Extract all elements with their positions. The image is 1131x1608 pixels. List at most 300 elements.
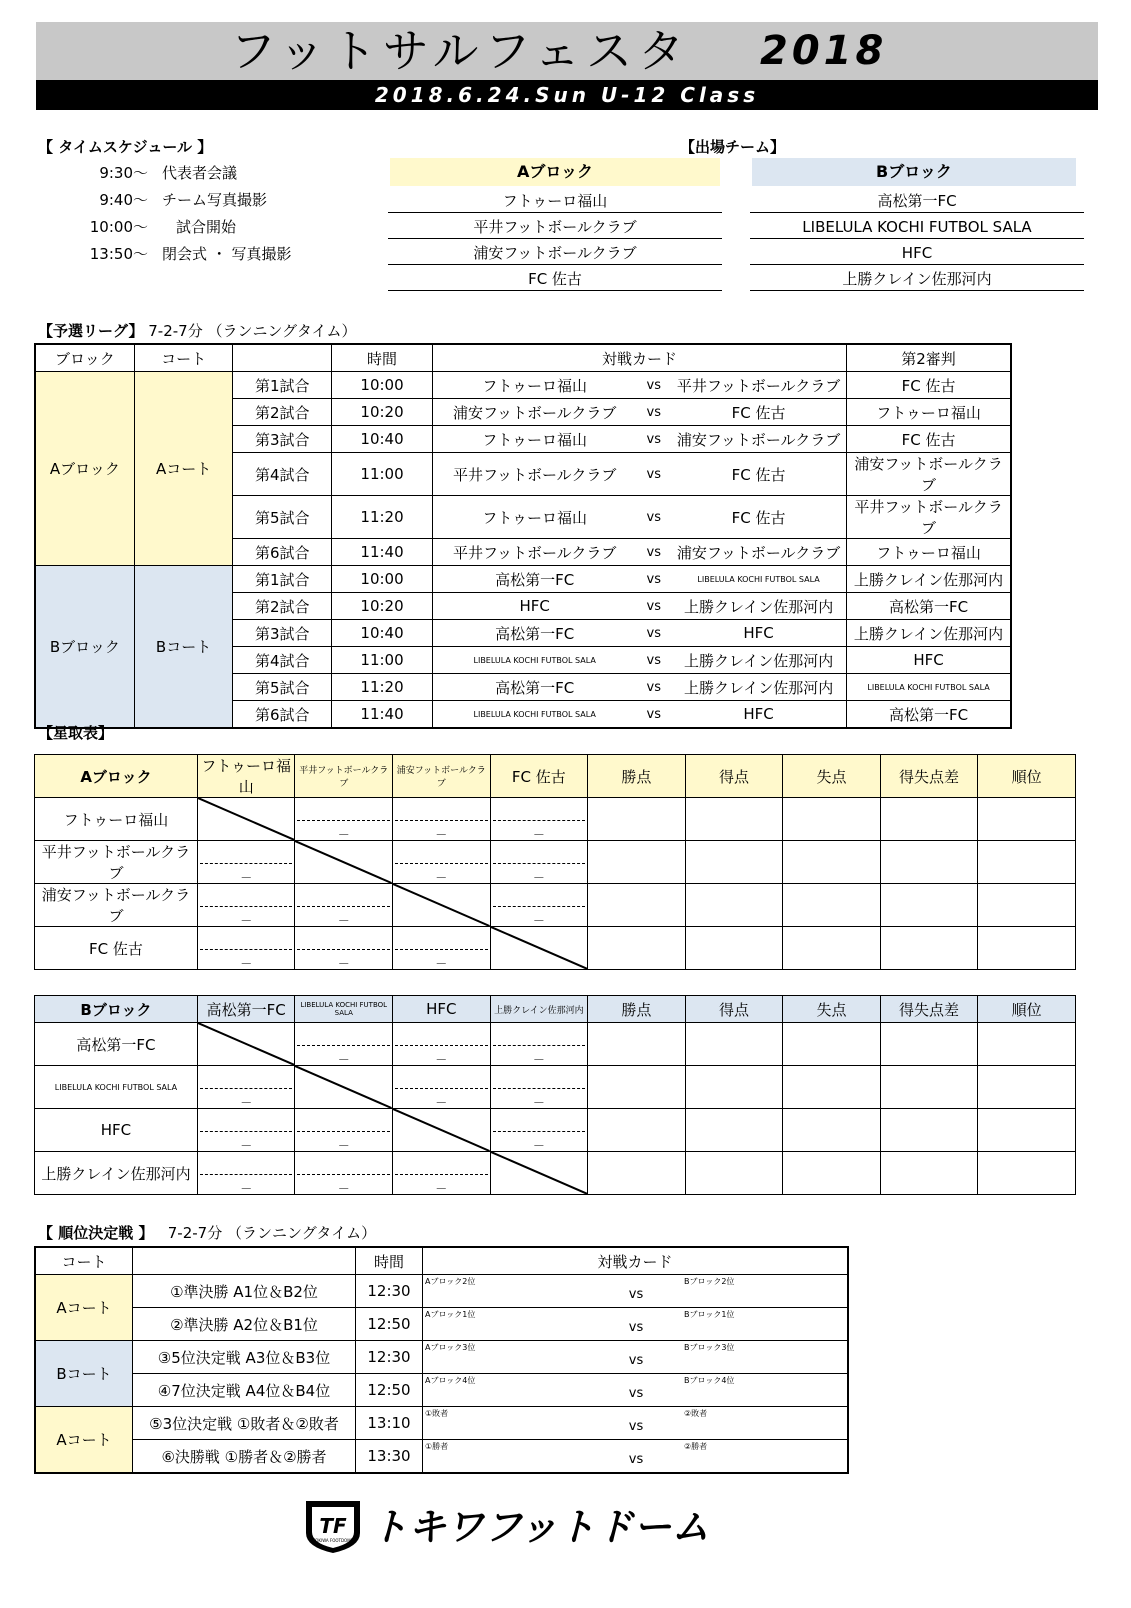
schedule-event: チーム写真撮影 (162, 191, 268, 209)
score-minus: － (337, 828, 350, 842)
league-ref-cell: フトゥーロ福山 (847, 399, 1011, 426)
schedule-event: 試合開始 (176, 218, 237, 236)
score-minus: － (240, 957, 253, 971)
finals-home-cell (423, 1341, 619, 1374)
league-away-cell: FC 佐古 (671, 399, 847, 426)
team-b-item: HFC (750, 239, 1084, 265)
standings-stat-cell (978, 798, 1076, 841)
team-a-item: 浦安フットボールクラブ (388, 239, 722, 265)
score-minus: － (435, 871, 448, 885)
standings-team-header: 上勝クレイン佐那河内 (490, 996, 588, 1023)
standings-stat-cell (880, 927, 978, 970)
score-minus: － (532, 1139, 545, 1153)
standings-score-cell (490, 1023, 588, 1066)
standings-stat-cell (588, 798, 686, 841)
finals-away-cell (654, 1407, 848, 1440)
league-away-cell: 浦安フットボールクラブ (671, 426, 847, 453)
finals-vs-cell: vs (618, 1341, 654, 1374)
finals-time-cell: 12:30 (356, 1275, 423, 1308)
league-header-cell: ブロック (35, 344, 134, 372)
standings-stat-cell (588, 1152, 686, 1195)
standings-row (35, 1152, 1076, 1195)
league-ref-cell: フトゥーロ福山 (847, 539, 1011, 566)
schedule-item (56, 216, 292, 243)
standings-stat-cell (880, 1023, 978, 1066)
league-ref-cell: LIBELULA KOCHI FUTBOL SALA (847, 674, 1011, 701)
league-time-cell: 10:40 (332, 620, 433, 647)
league-home-cell: 平井フットボールクラブ (432, 453, 636, 496)
standings-row (35, 1066, 1076, 1109)
standings-score-cell (295, 927, 393, 970)
finals-match-row (35, 1275, 848, 1308)
diagonal-line-icon (393, 1109, 490, 1151)
score-minus: － (435, 1096, 448, 1110)
finals-time-cell: 12:50 (356, 1374, 423, 1407)
standings-stat-cell (685, 1066, 783, 1109)
standings-row-team: LIBELULA KOCHI FUTBOL SALA (35, 1066, 198, 1109)
score-minus: － (337, 1053, 350, 1067)
score-divider (493, 1045, 586, 1046)
finals-name-cell: ⑥決勝戦 ①勝者＆②勝者 (133, 1440, 356, 1474)
finals-home-cell (423, 1374, 619, 1407)
finals-away-cell (654, 1341, 848, 1374)
logo (300, 1495, 730, 1559)
league-ref-cell: 高松第一FC (847, 701, 1011, 729)
teams-b-label: Bブロック (752, 158, 1076, 186)
schedule-event: 代表者会議 (162, 164, 238, 182)
league-away-cell: 浦安フットボールクラブ (671, 539, 847, 566)
score-minus: － (240, 1182, 253, 1196)
diagonal-line-icon (198, 798, 295, 840)
finals-name-cell: ②準決勝 A2位＆B1位 (133, 1308, 356, 1341)
league-game-cell: 第6試合 (233, 701, 332, 729)
league-ref-cell: 浦安フットボールクラブ (847, 453, 1011, 496)
finals-time-cell: 12:30 (356, 1341, 423, 1374)
schedule-item (56, 189, 292, 216)
league-time-cell: 10:00 (332, 566, 433, 593)
score-divider (493, 906, 586, 907)
standings-score-cell (197, 1109, 295, 1152)
teams-heading: 【出場チーム】 (680, 138, 786, 156)
standings-stat-cell (783, 1066, 881, 1109)
standings-score-cell (490, 1066, 588, 1109)
standings-stat-cell (783, 1109, 881, 1152)
finals-match-row (35, 1308, 848, 1341)
standings-stat-cell (880, 1109, 978, 1152)
league-game-cell: 第2試合 (233, 399, 332, 426)
league-header-row (35, 344, 1011, 372)
score-divider (493, 863, 586, 864)
schedule-item (56, 162, 292, 189)
league-vs-cell: vs (636, 426, 671, 453)
score-divider (297, 1045, 390, 1046)
standings-self-cell (197, 798, 295, 841)
finals-court-cell: Aコート (35, 1275, 133, 1341)
league-away-cell: 上勝クレイン佐那河内 (671, 593, 847, 620)
league-away-cell: 平井フットボールクラブ (671, 372, 847, 399)
league-heading: 【予選リーグ】 (38, 322, 144, 340)
standings-stat-cell (588, 927, 686, 970)
standings-stat-cell (685, 927, 783, 970)
standings-stat-cell (783, 927, 881, 970)
finals-vs-cell: vs (618, 1407, 654, 1440)
standings-team-header: フトゥーロ福山 (197, 755, 295, 798)
league-vs-cell: vs (636, 372, 671, 399)
score-minus: － (435, 957, 448, 971)
standings-score-cell (295, 884, 393, 927)
teams-a-list (388, 187, 722, 291)
finals-vs-cell: vs (618, 1275, 654, 1308)
team-a-item: FC 佐古 (388, 265, 722, 291)
finals-header-cell (133, 1247, 356, 1275)
score-minus: － (532, 1053, 545, 1067)
score-divider (297, 1174, 390, 1175)
league-vs-cell: vs (636, 674, 671, 701)
finals-name-cell: ⑤3位決定戦 ①敗者＆②敗者 (133, 1407, 356, 1440)
league-game-cell: 第1試合 (233, 566, 332, 593)
league-game-cell: 第3試合 (233, 426, 332, 453)
score-minus: － (240, 871, 253, 885)
standings-score-cell (295, 1152, 393, 1195)
diagonal-line-icon (295, 841, 392, 883)
score-minus: － (435, 828, 448, 842)
score-divider (395, 1174, 488, 1175)
league-time-cell: 10:40 (332, 426, 433, 453)
standings-stat-cell (880, 798, 978, 841)
league-home-cell: フトゥーロ福山 (432, 372, 636, 399)
finals-format: 7-2-7分 （ランニングタイム） (167, 1224, 377, 1242)
league-ref-cell: HFC (847, 647, 1011, 674)
league-home-cell: 平井フットボールクラブ (432, 539, 636, 566)
league-vs-cell: vs (636, 620, 671, 647)
league-heading-row (38, 320, 357, 341)
team-b-item: 高松第一FC (750, 187, 1084, 213)
standings-score-cell (197, 884, 295, 927)
score-minus: － (337, 957, 350, 971)
league-game-cell: 第5試合 (233, 496, 332, 539)
score-divider (395, 949, 488, 950)
finals-match-row (35, 1374, 848, 1407)
schedule-heading: 【 タイムスケジュール 】 (38, 138, 213, 156)
schedule-time: 9:30～ (99, 164, 148, 182)
league-away-cell: HFC (671, 701, 847, 729)
score-minus: － (337, 1182, 350, 1196)
standings-team-header: 浦安フットボールクラブ (393, 755, 491, 798)
league-game-cell: 第2試合 (233, 593, 332, 620)
standings-row-team: フトゥーロ福山 (35, 798, 198, 841)
standings-stat-cell (978, 1066, 1076, 1109)
standings-row (35, 927, 1076, 970)
standings-stat-cell (588, 1066, 686, 1109)
league-away-cell: HFC (671, 620, 847, 647)
teams-a-label: Aブロック (390, 158, 720, 186)
finals-away-cell (654, 1440, 848, 1474)
finals-home-cell (423, 1275, 619, 1308)
standings-stat-cell (588, 884, 686, 927)
standings-team-header: LIBELULA KOCHI FUTBOL SALA (295, 996, 393, 1023)
schedule-item (56, 243, 292, 270)
standings-team-header: 平井フットボールクラブ (295, 755, 393, 798)
league-time-cell: 11:20 (332, 496, 433, 539)
standings-score-cell (295, 798, 393, 841)
league-time-cell: 11:40 (332, 539, 433, 566)
finals-match-row (35, 1341, 848, 1374)
standings-block-label: Bブロック (35, 996, 198, 1023)
league-block-cell: Aブロック (35, 372, 134, 566)
league-home-cell: 高松第一FC (432, 566, 636, 593)
league-header-cell (233, 344, 332, 372)
finals-home-label: Aブロック2位 (425, 1277, 476, 1286)
standings-stat-cell (588, 1109, 686, 1152)
standings-stat-cell (783, 1152, 881, 1195)
league-home-cell: フトゥーロ福山 (432, 496, 636, 539)
standings-self-cell (295, 841, 393, 884)
finals-vs-cell: vs (618, 1440, 654, 1474)
standings-stat-cell (685, 1023, 783, 1066)
finals-court-cell: Bコート (35, 1341, 133, 1407)
finals-name-cell: ①準決勝 A1位＆B2位 (133, 1275, 356, 1308)
finals-header-cell: 対戦カード (423, 1247, 849, 1275)
standings-self-cell (197, 1023, 295, 1066)
finals-time-cell: 13:10 (356, 1407, 423, 1440)
diagonal-line-icon (198, 1023, 295, 1065)
standings-b-table (34, 995, 1076, 1195)
standings-row (35, 798, 1076, 841)
standings-self-cell (393, 884, 491, 927)
finals-home-cell (423, 1440, 619, 1474)
league-vs-cell: vs (636, 701, 671, 729)
league-ref-cell: 平井フットボールクラブ (847, 496, 1011, 539)
standings-heading: 【星取表】 (38, 724, 114, 742)
standings-score-cell (393, 1152, 491, 1195)
schedule-time: 10:00～ (89, 218, 148, 236)
finals-table (34, 1246, 849, 1474)
score-divider (493, 820, 586, 821)
league-table (34, 343, 1012, 729)
standings-self-cell (490, 1152, 588, 1195)
league-home-cell: HFC (432, 593, 636, 620)
standings-row (35, 841, 1076, 884)
league-game-cell: 第4試合 (233, 647, 332, 674)
league-home-cell: 高松第一FC (432, 674, 636, 701)
score-minus: － (240, 914, 253, 928)
league-game-cell: 第5試合 (233, 674, 332, 701)
standings-self-cell (393, 1109, 491, 1152)
score-divider (200, 949, 293, 950)
finals-home-label: ①勝者 (425, 1442, 449, 1451)
team-b-item: 上勝クレイン佐那河内 (750, 265, 1084, 291)
standings-score-cell (490, 798, 588, 841)
standings-team-header: HFC (393, 996, 491, 1023)
standings-score-cell (197, 927, 295, 970)
league-home-cell: 浦安フットボールクラブ (432, 399, 636, 426)
score-divider (493, 1131, 586, 1132)
score-minus: － (337, 914, 350, 928)
finals-home-label: Aブロック1位 (425, 1310, 476, 1319)
league-match-row (35, 372, 1011, 399)
standings-score-cell (393, 1066, 491, 1109)
standings-stat-header: 順位 (978, 996, 1076, 1023)
diagonal-line-icon (491, 1152, 588, 1194)
finals-header-row (35, 1247, 848, 1275)
teams-b-list (750, 187, 1084, 291)
team-a-item: フトゥーロ福山 (388, 187, 722, 213)
standings-stat-header: 得失点差 (880, 755, 978, 798)
league-format: 7-2-7分 （ランニングタイム） (148, 322, 357, 340)
standings-row-team: 浦安フットボールクラブ (35, 884, 198, 927)
score-minus: － (435, 1182, 448, 1196)
league-vs-cell: vs (636, 453, 671, 496)
league-time-cell: 10:20 (332, 399, 433, 426)
score-divider (493, 1088, 586, 1089)
league-away-cell: FC 佐古 (671, 453, 847, 496)
schedule-list (56, 162, 292, 270)
standings-stat-header: 失点 (783, 755, 881, 798)
league-time-cell: 11:00 (332, 453, 433, 496)
score-divider (200, 1174, 293, 1175)
score-divider (297, 949, 390, 950)
standings-stat-cell (880, 884, 978, 927)
score-divider (200, 1131, 293, 1132)
score-divider (297, 1131, 390, 1132)
standings-stat-header: 得点 (685, 996, 783, 1023)
standings-row-team: 高松第一FC (35, 1023, 198, 1066)
score-minus: － (240, 1096, 253, 1110)
standings-score-cell (393, 841, 491, 884)
standings-stat-cell (978, 1152, 1076, 1195)
finals-away-label: Bブロック3位 (684, 1343, 735, 1352)
league-match-row (35, 566, 1011, 593)
finals-home-cell (423, 1308, 619, 1341)
schedule-event: 閉会式 ・ 写真撮影 (162, 245, 292, 263)
standings-block-label: Aブロック (35, 755, 198, 798)
league-game-cell: 第3試合 (233, 620, 332, 647)
standings-stat-cell (978, 927, 1076, 970)
league-vs-cell: vs (636, 566, 671, 593)
standings-self-cell (490, 927, 588, 970)
score-minus: － (532, 871, 545, 885)
league-time-cell: 10:00 (332, 372, 433, 399)
standings-stat-cell (978, 884, 1076, 927)
logo-mark-text: TF (319, 1514, 347, 1538)
finals-away-cell (654, 1308, 848, 1341)
finals-header-cell: コート (35, 1247, 133, 1275)
standings-score-cell (197, 841, 295, 884)
league-court-cell: Aコート (134, 372, 233, 566)
standings-stat-cell (978, 841, 1076, 884)
diagonal-line-icon (491, 927, 588, 969)
page-year: 2018 (760, 28, 888, 74)
standings-stat-cell (880, 841, 978, 884)
team-a-item: 平井フットボールクラブ (388, 213, 722, 239)
finals-away-label: Bブロック2位 (684, 1277, 735, 1286)
finals-home-label: ①敗者 (425, 1409, 449, 1418)
finals-away-label: Bブロック4位 (684, 1376, 735, 1385)
score-divider (395, 863, 488, 864)
finals-match-row (35, 1407, 848, 1440)
standings-stat-header: 勝点 (588, 996, 686, 1023)
standings-stat-header: 得点 (685, 755, 783, 798)
score-minus: － (532, 828, 545, 842)
score-divider (395, 1088, 488, 1089)
league-ref-cell: 上勝クレイン佐那河内 (847, 566, 1011, 593)
standings-stat-cell (978, 1023, 1076, 1066)
standings-score-cell (393, 927, 491, 970)
league-away-cell: 上勝クレイン佐那河内 (671, 674, 847, 701)
league-game-cell: 第1試合 (233, 372, 332, 399)
standings-self-cell (295, 1066, 393, 1109)
standings-team-header: 高松第一FC (197, 996, 295, 1023)
logo-text: トキワフットドーム (370, 1505, 710, 1549)
score-divider (200, 906, 293, 907)
league-time-cell: 11:00 (332, 647, 433, 674)
league-vs-cell: vs (636, 647, 671, 674)
standings-row-team: HFC (35, 1109, 198, 1152)
league-time-cell: 10:20 (332, 593, 433, 620)
league-header-cell: 第2審判 (847, 344, 1011, 372)
score-divider (200, 863, 293, 864)
score-minus: － (532, 1096, 545, 1110)
league-home-cell: LIBELULA KOCHI FUTBOL SALA (432, 701, 636, 729)
league-block-cell: Bブロック (35, 566, 134, 729)
standings-row (35, 1109, 1076, 1152)
standings-row-team: 平井フットボールクラブ (35, 841, 198, 884)
finals-home-label: Aブロック3位 (425, 1343, 476, 1352)
standings-row-team: 上勝クレイン佐那河内 (35, 1152, 198, 1195)
league-ref-cell: 上勝クレイン佐那河内 (847, 620, 1011, 647)
finals-match-row (35, 1440, 848, 1474)
standings-stat-cell (685, 1152, 783, 1195)
finals-header-cell: 時間 (356, 1247, 423, 1275)
standings-row (35, 884, 1076, 927)
standings-score-cell (197, 1152, 295, 1195)
finals-away-label: ②敗者 (684, 1409, 708, 1418)
league-ref-cell: FC 佐古 (847, 426, 1011, 453)
league-away-cell: 上勝クレイン佐那河内 (671, 647, 847, 674)
league-game-cell: 第6試合 (233, 539, 332, 566)
standings-row-team: FC 佐古 (35, 927, 198, 970)
score-minus: － (240, 1139, 253, 1153)
finals-name-cell: ④7位決定戦 A4位＆B4位 (133, 1374, 356, 1407)
standings-stat-cell (880, 1152, 978, 1195)
schedule-time: 13:50～ (89, 245, 148, 263)
score-minus: － (337, 1139, 350, 1153)
page-title: フットサルフェスタ (230, 24, 691, 78)
finals-court-cell: Aコート (35, 1407, 133, 1474)
standings-stat-cell (685, 884, 783, 927)
schedule-time: 9:40～ (99, 191, 148, 209)
standings-score-cell (295, 1023, 393, 1066)
league-ref-cell: 高松第一FC (847, 593, 1011, 620)
standings-header-row (35, 996, 1076, 1023)
league-header-cell: 時間 (332, 344, 433, 372)
league-time-cell: 11:20 (332, 674, 433, 701)
logo-mark-subtext: TOKIWA FOOTDOME (312, 1538, 354, 1543)
standings-header-row (35, 755, 1076, 798)
league-home-cell: 高松第一FC (432, 620, 636, 647)
league-vs-cell: vs (636, 496, 671, 539)
diagonal-line-icon (393, 884, 490, 926)
finals-time-cell: 12:50 (356, 1308, 423, 1341)
league-away-cell: FC 佐古 (671, 496, 847, 539)
finals-heading: 【 順位決定戦 】 (38, 1224, 154, 1242)
standings-stat-cell (783, 841, 881, 884)
finals-name-cell: ③5位決定戦 A3位＆B3位 (133, 1341, 356, 1374)
standings-stat-cell (685, 798, 783, 841)
standings-row (35, 1023, 1076, 1066)
score-divider (297, 906, 390, 907)
league-header-cell: コート (134, 344, 233, 372)
